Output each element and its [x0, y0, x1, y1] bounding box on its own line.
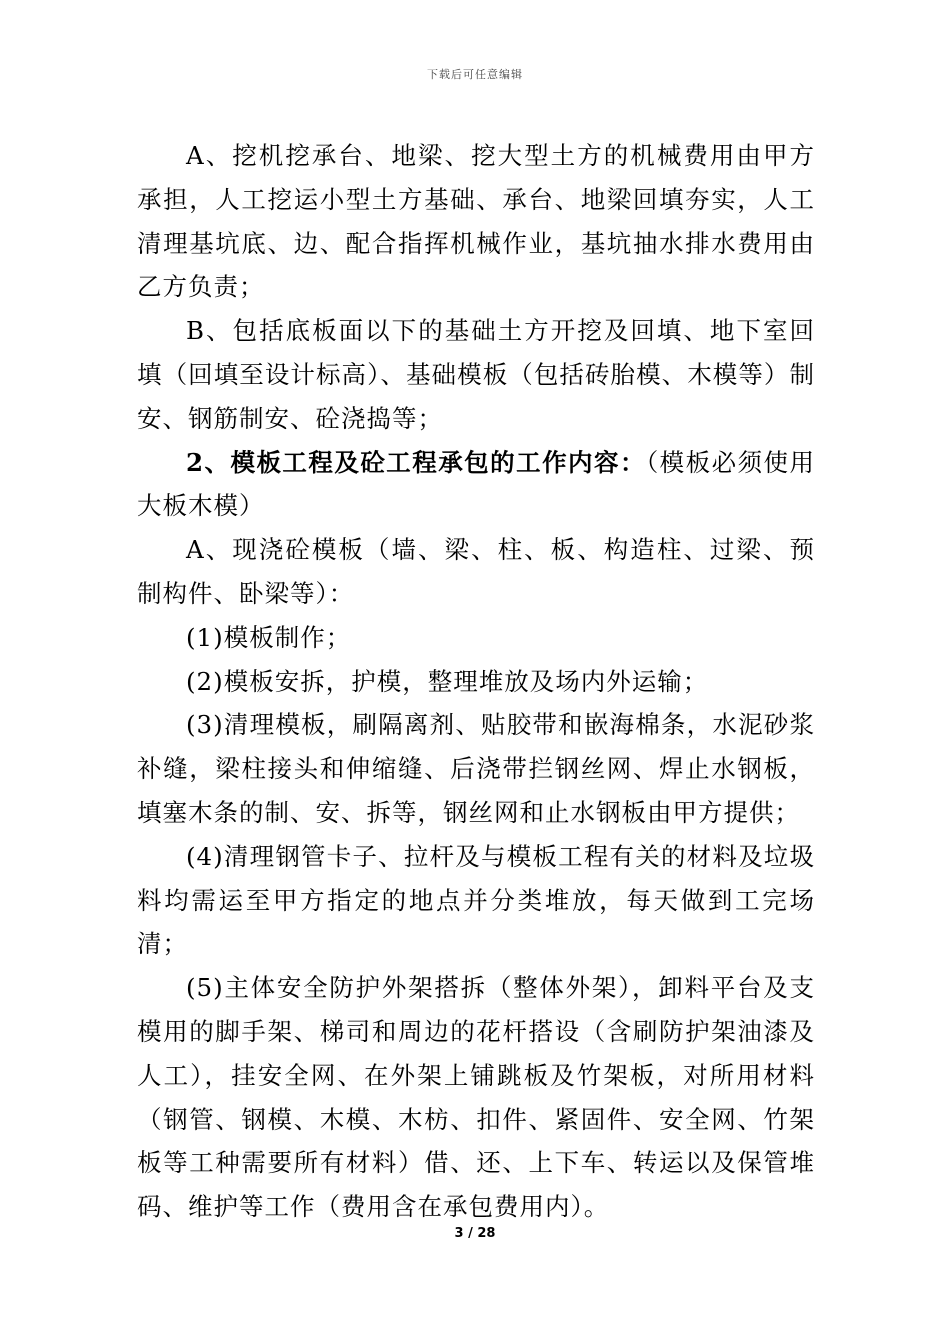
list-item-1 [137, 616, 815, 660]
section-2-heading [137, 441, 815, 529]
paragraph-text: (1)模板制作； [186, 622, 352, 652]
document-body [137, 134, 815, 1229]
paragraph-text: (3)清理模板，刷隔离剂、贴胶带和嵌海棉条，水泥砂浆补缝，梁柱接头和伸缩缝、后浇带拦钢丝网、焊止水钢板，填塞木条的制、安、拆等，钢丝网和止水钢板由甲方提供； [137, 710, 815, 827]
paragraph-text: （模板必须使用大板木模） [137, 447, 816, 521]
paragraph-a-excavation [137, 134, 815, 309]
paragraph-text: A、现浇砼模板（墙、梁、柱、板、构造柱、过梁、预制构件、卧梁等）： [137, 535, 815, 608]
list-item-2 [137, 660, 815, 704]
paragraph-a-formwork [137, 528, 815, 616]
page-header: 下载后可任意编辑 [427, 68, 523, 81]
paragraph-text: (2)模板安拆，护模，整理堆放及场内外运输； [186, 666, 709, 696]
paragraph-b-foundation [137, 309, 815, 440]
page-number: 3 / 28 [454, 1226, 496, 1241]
paragraph-text: B、包括底板面以下的基础土方开挖及回填、地下室回填（回填至设计标高）、基础模板（包括砖胎模、木模等）制安、钢筋制安、砼浇捣等； [137, 316, 815, 433]
list-item-5 [137, 966, 815, 1229]
paragraph-text: (5)主体安全防护外架搭拆（整体外架），卸料平台及支模用的脚手架、梯司和周边的花杆搭设（含刷防护架油漆及人工），挂安全网、在外架上铺跳板及竹架板，对所用材料（钢管、钢模、木模、木枋、扣件、紧固件、安全网、竹架板等工种需要所有材料）借、还、上下车、转运以及保管堆码、维护等工作（费用含在承包费用内）。 [137, 973, 815, 1222]
list-item-4 [137, 835, 815, 966]
paragraph-text: A、挖机挖承台、地梁、挖大型土方的机械费用由甲方承担，人工挖运小型土方基础、承台、地梁回填夯实，人工清理基坑底、边、配合指挥机械作业，基坑抽水排水费用由乙方负责； [137, 141, 815, 302]
list-item-3 [137, 703, 815, 834]
paragraph-text: (4)清理钢管卡子、拉杆及与模板工程有关的材料及垃圾料均需运至甲方指定的地点并分类堆放，每天做到工完场清； [137, 841, 815, 959]
section-heading-lead: 2、模板工程及砼工程承包的工作内容： [186, 447, 646, 477]
